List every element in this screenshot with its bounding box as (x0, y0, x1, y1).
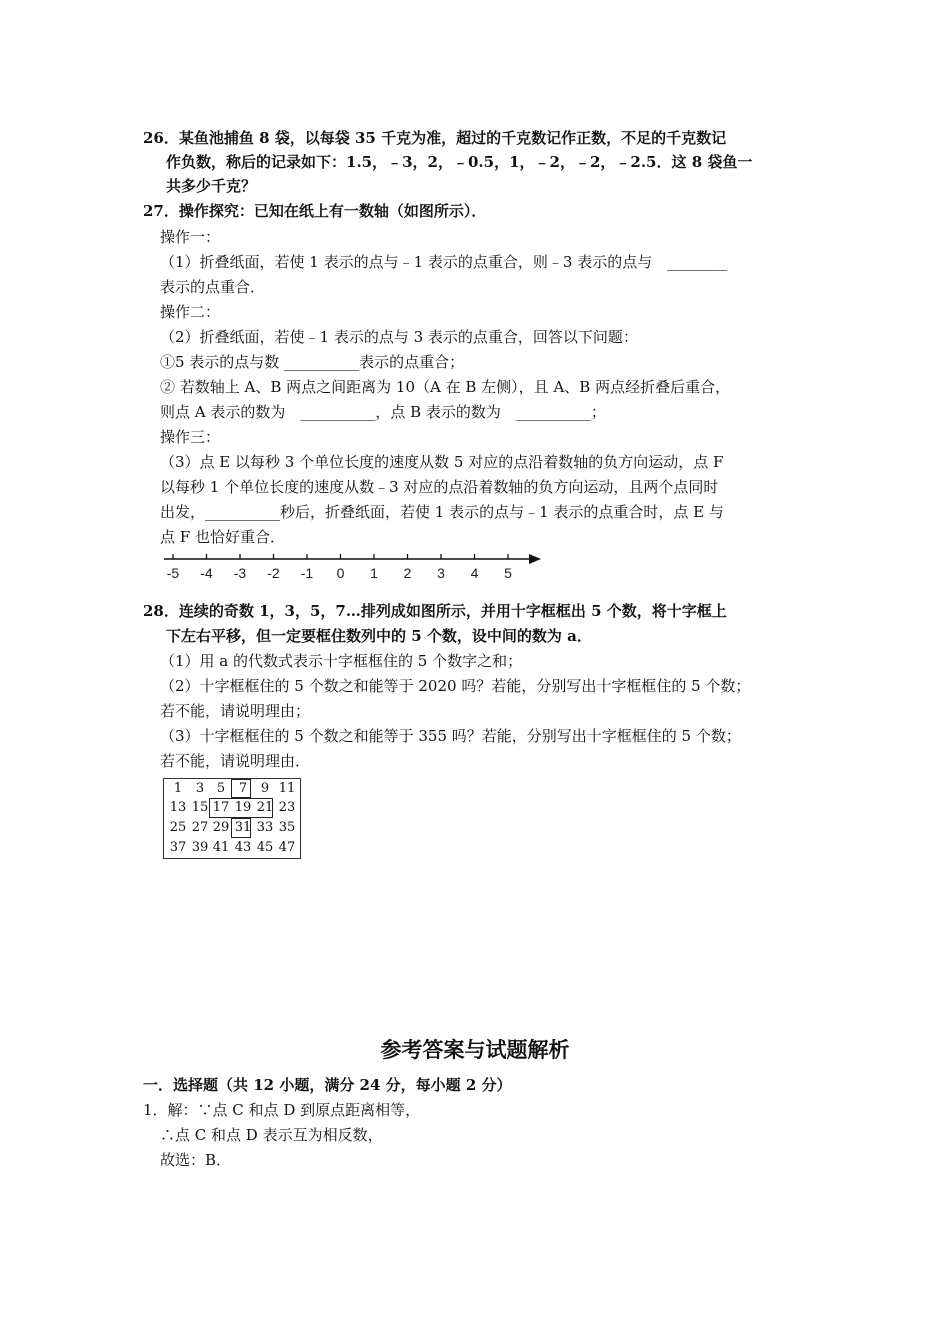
answers-title: 参考答案与试题解析 (380, 1037, 570, 1062)
number-line-tick-label: 3 (437, 565, 445, 581)
q28-p3a: （3）十字框框住的 5 个数之和能等于 355 吗？若能，分别写出十字框框住的 5 个数； (160, 727, 741, 745)
answer-1-line-2: ∴点 C 和点 D 表示互为相反数， (160, 1126, 383, 1144)
grid-cell: 19 (234, 800, 252, 815)
q28-line-1: 28．连续的奇数 1，3，5，7…排列成如图所示，并用十字框框出 5 个数，将十字框上 (143, 602, 727, 620)
grid-cell: 35 (278, 820, 296, 835)
q27-p2a: ①5 表示的点与数 __________表示的点重合； (160, 353, 465, 371)
odd-number-grid (163, 778, 301, 859)
q27-p2b: ② 若数轴上 A、B 两点之间距离为 10（A 在 B 左侧），且 A、B 两点经折叠后重合， (160, 378, 731, 396)
answer-1-line-3: 故选：B． (160, 1151, 232, 1169)
q26-line-1: 26．某鱼池捕鱼 8 袋，以每袋 35 千克为准，超过的千克数记作正数，不足的千克数记 (143, 129, 727, 147)
grid-cell: 9 (260, 781, 270, 796)
q27-line-1: 27．操作探究：已知在纸上有一数轴（如图所示）． (143, 202, 487, 220)
grid-cell: 5 (216, 781, 226, 796)
grid-cell: 47 (278, 840, 296, 855)
grid-cell: 25 (169, 820, 187, 835)
number-line-tick-label: -3 (233, 565, 247, 581)
grid-cell: 15 (191, 800, 209, 815)
number-line-figure (160, 548, 545, 584)
number-line-tick-label: -2 (267, 565, 280, 581)
q27-p3c: 出发，__________秒后，折叠纸面，若使 1 表示的点与﹣1 表示的点重合时，点 E 与 (160, 503, 724, 521)
q28-line-2: 下左右平移，但一定要框住数列中的 5 个数，设中间的数为 a． (166, 627, 592, 645)
number-line-tick-label: 2 (403, 565, 412, 581)
number-line-arrow-icon (529, 554, 541, 564)
q27-op1: 操作一： (160, 228, 221, 246)
answer-1-line-1: 1．解：∵点 C 和点 D 到原点距离相等， (143, 1101, 421, 1119)
number-line-tick-labels (167, 565, 512, 581)
answers-section-heading: 一．选择题（共 12 小题，满分 24 分，每小题 2 分） (143, 1076, 512, 1094)
grid-cell: 31 (234, 820, 252, 835)
q28-p2a: （2）十字框框住的 5 个数之和能等于 2020 吗？若能，分别写出十字框框住的 5 个数； (160, 677, 751, 695)
q27-p2c: 则点 A 表示的数为 __________，点 B 表示的数为 __________； (160, 403, 606, 421)
q28-p3b: 若不能，请说明理由． (160, 752, 311, 770)
number-line-tick-label: -1 (300, 565, 314, 581)
q27-p3b: 以每秒 1 个单位长度的速度从数﹣3 对应的点沿着数轴的负方向运动，且两个点同时 (160, 478, 719, 496)
grid-cell: 27 (191, 820, 209, 835)
grid-cell: 33 (256, 820, 274, 835)
grid-cell: 29 (212, 820, 230, 835)
number-line-tick-label: -5 (166, 565, 180, 581)
q27-p2: （2）折叠纸面，若使﹣1 表示的点与 3 表示的点重合，回答以下问题： (160, 328, 638, 346)
grid-cell: 39 (191, 840, 209, 855)
q27-op3: 操作三： (160, 428, 221, 446)
number-line-tick-label: 4 (470, 565, 479, 581)
grid-cell: 41 (212, 840, 230, 855)
number-line-tick-label: 1 (370, 565, 378, 581)
q28-p2b: 若不能，请说明理由； (160, 702, 311, 720)
q26-line-3: 共多少千克？ (166, 177, 257, 195)
grid-cell: 45 (256, 840, 274, 855)
q27-p3d: 点 F 也恰好重合． (160, 528, 285, 546)
number-line-tick-label: -4 (200, 565, 213, 581)
grid-cell: 3 (195, 781, 205, 796)
q28-p1: （1）用 a 的代数式表示十字框框住的 5 个数字之和； (160, 652, 523, 670)
q26-line-2: 作负数，称后的记录如下：1.5，﹣3，2，﹣0.5，1，﹣2，﹣2，﹣2.5．这 8 袋鱼一 (166, 153, 753, 171)
grid-cell: 17 (212, 800, 230, 815)
grid-cell: 7 (238, 781, 248, 796)
q27-op2: 操作二： (160, 303, 221, 321)
grid-cell: 13 (169, 800, 187, 815)
grid-cell: 1 (173, 781, 183, 796)
grid-cell: 21 (256, 800, 274, 815)
number-line-tick-label: 0 (336, 565, 345, 581)
grid-cell: 37 (169, 840, 187, 855)
grid-cell: 43 (234, 840, 252, 855)
q27-p3a: （3）点 E 以每秒 3 个单位长度的速度从数 5 对应的点沿着数轴的负方向运动，点 F (160, 453, 724, 471)
q27-p1b: 表示的点重合． (160, 278, 266, 296)
grid-cell: 23 (278, 800, 296, 815)
number-line-tick-label: 5 (504, 565, 512, 581)
q27-p1a: （1）折叠纸面，若使 1 表示的点与﹣1 表示的点重合，则﹣3 表示的点与 ________ (160, 253, 728, 271)
grid-cell: 11 (278, 781, 296, 796)
